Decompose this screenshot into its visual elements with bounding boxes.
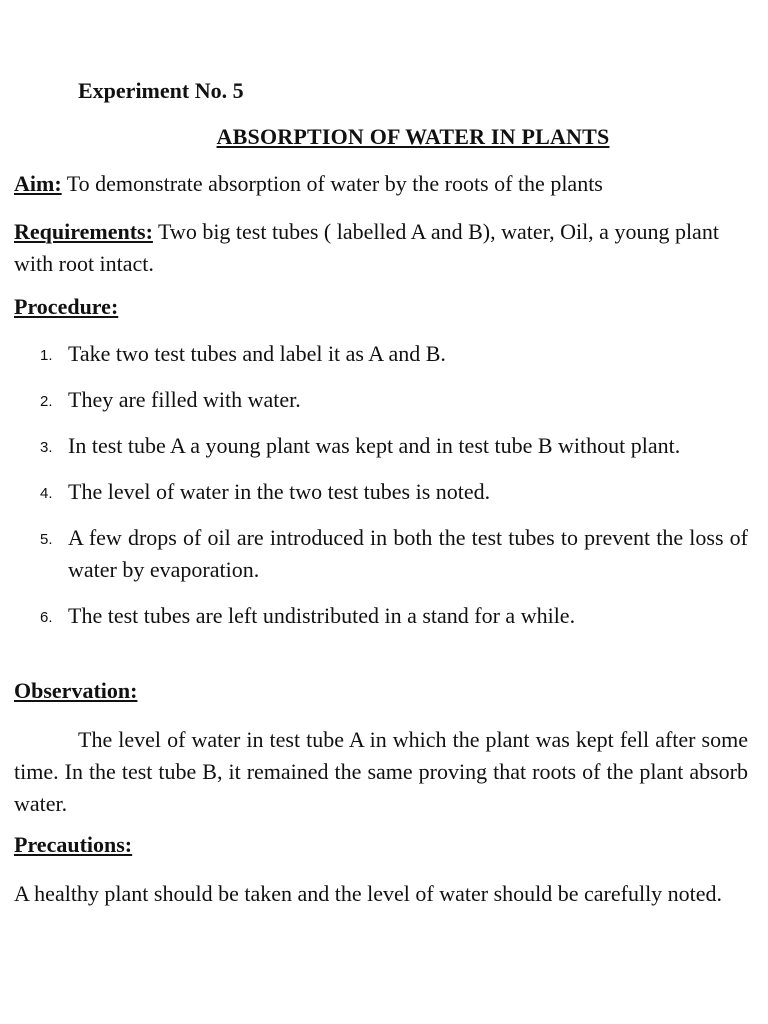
aim-section	[14, 168, 748, 200]
procedure-steps	[0, 338, 768, 646]
observation-heading: Observation:	[14, 678, 138, 703]
step-text: The level of water in the two test tubes is noted.	[68, 479, 491, 504]
procedure-step	[0, 430, 748, 462]
requirements-text: Two big test tubes ( labelled A and B), water, Oil, a young plant with root intact.	[14, 219, 719, 276]
experiment-number: Experiment No. 5	[78, 78, 244, 103]
observation-text: The level of water in test tube A in which the plant was kept fell after some time. In the test tube B, it remained the same proving that roots of the plant absorb water.	[14, 727, 748, 816]
step-text: Take two test tubes and label it as A and B.	[68, 341, 446, 366]
requirements-label: Requirements:	[14, 219, 153, 244]
step-number: 4.	[40, 485, 53, 502]
requirements-section	[14, 216, 748, 280]
step-text: A few drops of oil are introduced in both the test tubes to prevent the loss of water by evaporation.	[68, 525, 748, 582]
procedure-step	[0, 384, 748, 416]
procedure-step	[0, 476, 748, 508]
step-text: The test tubes are left undistributed in a stand for a while.	[68, 603, 576, 628]
step-number: 3.	[40, 439, 53, 456]
step-number: 1.	[40, 347, 53, 364]
procedure-step	[0, 338, 748, 370]
precautions-heading: Precautions:	[14, 832, 133, 857]
procedure-step	[0, 522, 748, 586]
step-text: In test tube A a young plant was kept and in test tube B without plant.	[68, 433, 681, 458]
step-number: 5.	[40, 531, 53, 548]
precautions-text: A healthy plant should be taken and the level of water should be carefully noted.	[14, 881, 723, 906]
step-number: 2.	[40, 393, 53, 410]
procedure-heading: Procedure:	[14, 294, 119, 319]
procedure-step	[0, 600, 748, 632]
page-title: ABSORPTION OF WATER IN PLANTS	[216, 124, 610, 149]
step-text: They are filled with water.	[68, 387, 301, 412]
aim-text: To demonstrate absorption of water by the roots of the plants	[61, 171, 603, 196]
step-number: 6.	[40, 609, 53, 626]
aim-label: Aim:	[14, 171, 62, 196]
